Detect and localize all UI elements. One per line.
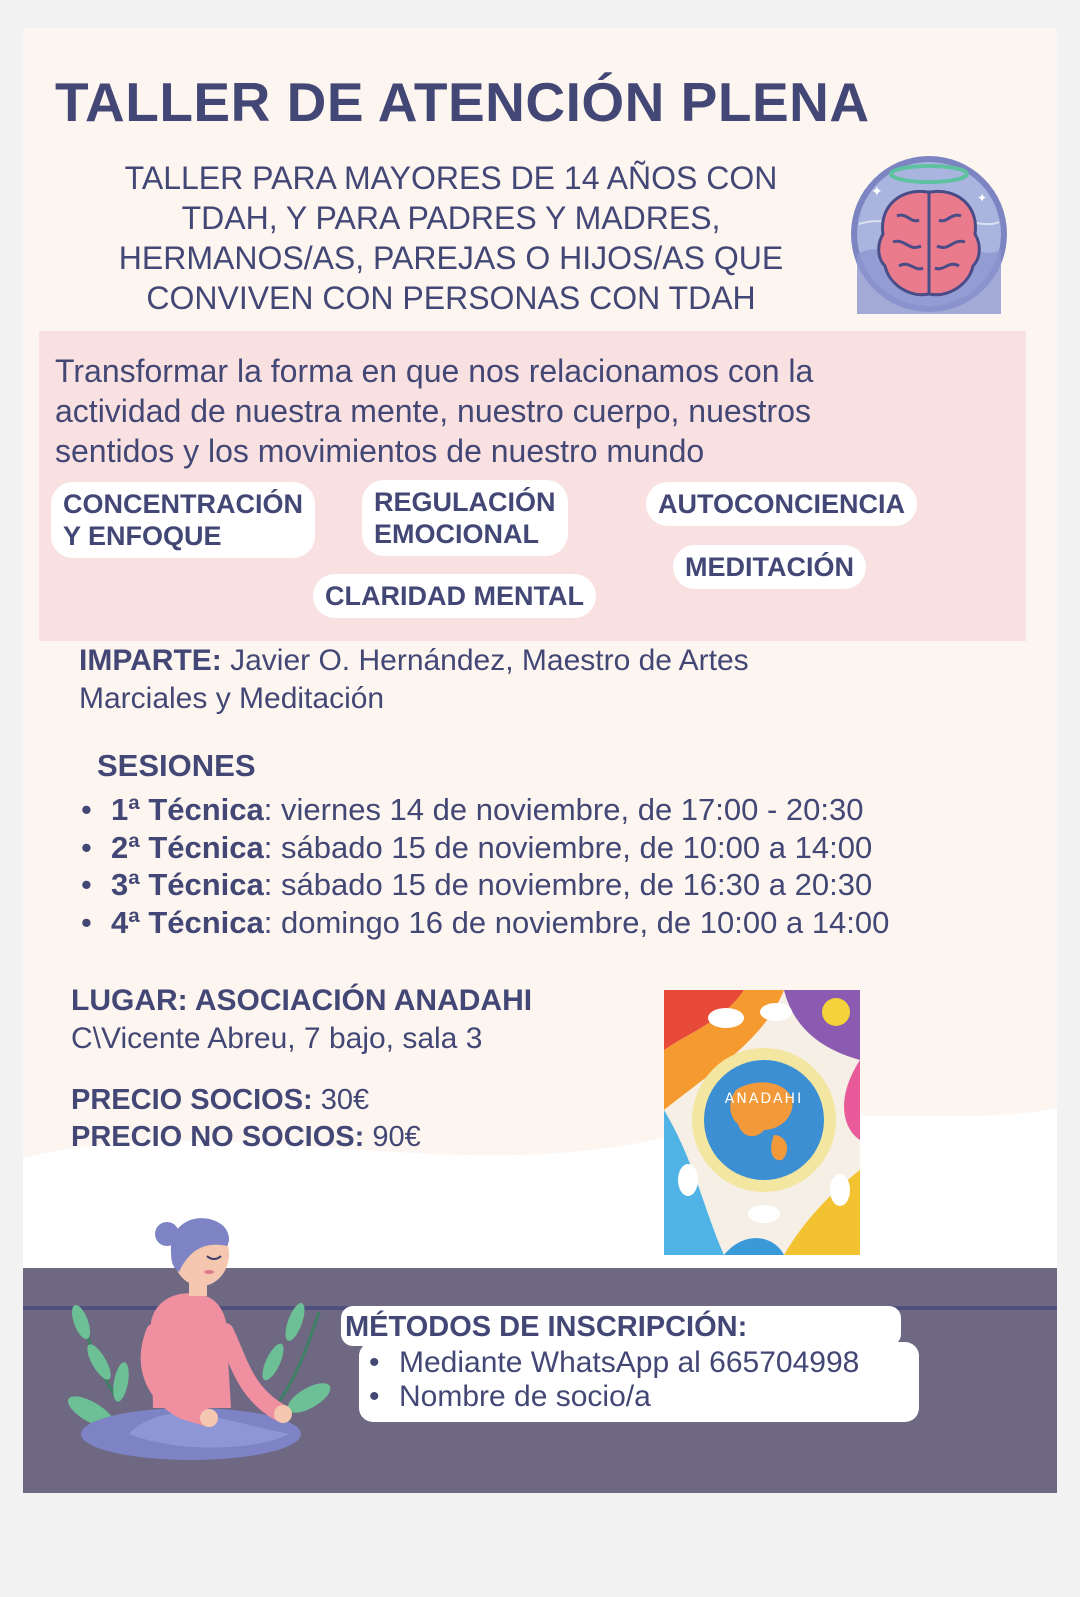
precio-socios-label: PRECIO SOCIOS: (71, 1084, 313, 1116)
brain-icon (849, 154, 1009, 314)
subtitle (51, 158, 851, 318)
pill-claridad: CLARIDAD MENTAL (313, 574, 596, 618)
bullet: • (81, 829, 92, 865)
subtitle-line: CONVIVEN CON PERSONAS CON TDAH (146, 280, 756, 316)
sesiones-list (81, 791, 1041, 941)
bullet: • (81, 867, 92, 902)
imparte (79, 642, 979, 718)
list-item (81, 904, 1041, 942)
list-item (367, 1346, 859, 1380)
precio-no-socios (71, 1121, 421, 1154)
precio-no-socios-value: 90€ (372, 1121, 421, 1153)
inscripcion-list (367, 1346, 859, 1414)
session-label: 4ª Técnica (111, 904, 264, 940)
list-item (81, 791, 1041, 829)
list-item (81, 866, 1041, 904)
inscripcion-item: Nombre de socio/a (399, 1380, 651, 1413)
session-detail: : sábado 15 de noviembre, de 10:00 a 14:00 (263, 829, 873, 865)
precio-socios (71, 1084, 369, 1117)
session-detail: : domingo 16 de noviembre, de 10:00 a 14:00 (263, 904, 890, 940)
bullet: • (369, 1346, 380, 1379)
poster (23, 28, 1057, 1493)
intro-box (39, 331, 1026, 641)
pill-line: REGULACIÓN (374, 487, 556, 517)
session-label: 1ª Técnica (111, 792, 264, 827)
imparte-text-2: Marciales y Meditación (79, 682, 385, 715)
lugar-title: LUGAR: ASOCIACIÓN ANADAHI (71, 984, 533, 1017)
intro-line: sentidos y los movimientos de nuestro mundo (55, 433, 705, 469)
imparte-label: IMPARTE: (79, 644, 222, 677)
intro-line: actividad de nuestra mente, nuestro cuerpo, nuestros (55, 393, 811, 429)
session-label: 3ª Técnica (111, 867, 264, 902)
pill-line: Y ENFOQUE (63, 521, 222, 551)
svg-text:✦: ✦ (977, 191, 988, 205)
inscripcion-item: Mediante WhatsApp al 665704998 (399, 1346, 860, 1379)
meditating-person-illustration (59, 1172, 339, 1472)
bullet: • (81, 904, 92, 940)
bullet: • (81, 792, 92, 827)
list-item (81, 829, 1041, 867)
svg-text:✦: ✦ (871, 184, 883, 200)
anadahi-logo (664, 990, 860, 1255)
pill-line: CONCENTRACIÓN (63, 489, 303, 519)
page-title: TALLER DE ATENCIÓN PLENA (55, 71, 870, 133)
lugar-address: C\Vicente Abreu, 7 bajo, sala 3 (71, 1022, 483, 1055)
session-detail: : viernes 14 de noviembre, de 17:00 - 20:30 (263, 792, 864, 827)
subtitle-line: TALLER PARA MAYORES DE 14 AÑOS CON (124, 160, 778, 196)
intro-line: Transformar la forma en que nos relacionamos con la (55, 353, 814, 389)
intro-text (55, 351, 1015, 471)
pill-meditacion: MEDITACIÓN (673, 545, 866, 589)
precio-socios-value: 30€ (320, 1084, 370, 1116)
imparte-text: Javier O. Hernández, Maestro de Artes (230, 644, 749, 677)
subtitle-line: HERMANOS/AS, PAREJAS O HIJOS/AS QUE (118, 240, 784, 276)
sesiones-title: SESIONES (97, 748, 256, 783)
pill-autoconciencia: AUTOCONCIENCIA (646, 482, 917, 526)
session-detail: : sábado 15 de noviembre, de 16:30 a 20:30 (263, 867, 873, 902)
subtitle-line: TDAH, Y PARA PADRES Y MADRES, (181, 200, 721, 236)
precio-no-socios-label: PRECIO NO SOCIOS: (71, 1121, 365, 1153)
pill-concentracion (51, 482, 315, 558)
session-label: 2ª Técnica (111, 829, 264, 865)
pill-line: EMOCIONAL (374, 519, 539, 549)
list-item (367, 1380, 859, 1414)
logo-text: ANADAHI (724, 1091, 804, 1107)
inscripcion-title: MÉTODOS DE INSCRIPCIÓN: (345, 1311, 748, 1343)
pill-regulacion (362, 480, 568, 556)
bullet: • (369, 1380, 380, 1413)
